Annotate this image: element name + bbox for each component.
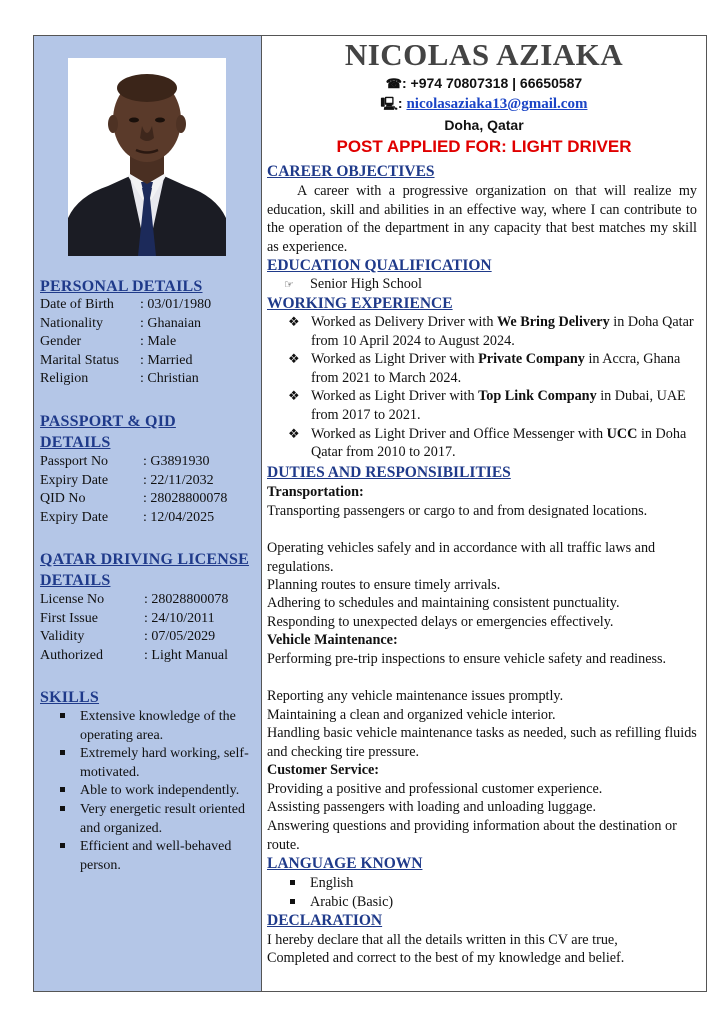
work-list (284, 313, 698, 462)
duty-line: Handling basic vehicle maintenance tasks as needed, such as refilling fluids and checking tire pressure. (267, 725, 697, 760)
declaration-heading: DECLARATION (267, 912, 383, 929)
pointing-hand-icon: ☞ (284, 279, 294, 291)
license-details-heading-2: DETAILS (40, 572, 111, 589)
passport-row: Expiry Date : 22/11/2032 (40, 473, 214, 488)
work-item: ❖ Worked as Light Driver and Office Messenger with UCC in Doha Qatar from 2010 to 2017. (288, 425, 687, 461)
duty-line: Answering questions and providing information about the destination or route. (267, 818, 677, 853)
personal-row: Date of Birth : 03/01/1980 (40, 297, 212, 312)
language-heading: LANGUAGE KNOWN (267, 855, 423, 872)
list-item: Extensive knowledge of the operating area. (54, 708, 254, 745)
phone-numbers: : +974 70807318 | 66650587 (401, 75, 583, 91)
duty-line: Reporting any vehicle maintenance issues promptly. (267, 688, 564, 704)
declaration-line: I hereby declare that all the details written in this CV are true, (267, 932, 618, 948)
duty-line: Responding to unexpected delays or emergencies effectively. (267, 614, 614, 630)
career-objectives-heading: CAREER OBJECTIVES (267, 163, 435, 180)
passport-details-heading: PASSPORT & QID (40, 413, 176, 430)
candidate-name: NICOLAS AZIAKA (344, 37, 624, 72)
passport-row: Expiry Date : 12/04/2025 (40, 510, 215, 525)
duty-line: Planning routes to ensure timely arrivals. (267, 577, 501, 593)
diamond-bullet-icon: ❖ (288, 425, 300, 441)
location: Doha, Qatar (444, 117, 524, 133)
email-line: 🖳: nicolasaziaka13@gmail.com (380, 95, 588, 112)
duty-line: Providing a positive and professional customer experience. (267, 781, 603, 797)
computer-icon: 🖳 (380, 96, 398, 111)
language-list (284, 874, 393, 911)
duty-line: Assisting passengers with loading and unloading luggage. (267, 799, 597, 815)
passport-row: Passport No : G3891930 (40, 454, 210, 469)
diamond-bullet-icon: ❖ (288, 314, 300, 329)
personal-row: Gender : Male (40, 334, 177, 349)
diamond-bullet-icon: ❖ (288, 351, 300, 367)
list-item: Arabic (Basic) (284, 893, 393, 912)
telephone-icon: ☎ (385, 76, 402, 91)
personal-row: Religion : Christian (40, 371, 199, 386)
work-item: ❖ Worked as Light Driver with Top Link Company in Dubai, UAE from 2017 to 2021. (288, 388, 686, 423)
transport-subheading: Transportation: (267, 484, 364, 500)
duty-line: Maintaining a clean and organized vehicle interior. (267, 707, 556, 723)
skills-heading: SKILLS (40, 689, 100, 706)
passport-row: QID No : 28028800078 (40, 491, 228, 506)
license-row: Authorized : Light Manual (40, 648, 228, 663)
passport-details-heading-2: DETAILS (40, 434, 111, 451)
email-link[interactable]: nicolasaziaka13@gmail.com (406, 96, 588, 112)
education-item: ☞ Senior High School (284, 275, 422, 295)
portrait-image (68, 58, 226, 256)
license-row: First Issue : 24/10/2011 (40, 611, 215, 626)
list-item: Efficient and well-behaved person. (54, 838, 254, 875)
main-content (262, 36, 706, 991)
maintenance-subheading: Vehicle Maintenance: (267, 632, 398, 648)
personal-details-heading: PERSONAL DETAILS (40, 278, 203, 295)
left-sidebar (34, 36, 262, 991)
declaration-line: Completed and correct to the best of my knowledge and belief. (267, 950, 625, 966)
work-experience-heading: WORKING EXPERIENCE (267, 295, 453, 312)
work-item: ❖ Worked as Delivery Driver with We Bring Delivery in Doha Qatar from 10 April 2024 to August 2024. (288, 314, 694, 349)
list-item: Extremely hard working, self-motivated. (54, 745, 254, 782)
post-applied: POST APPLIED FOR: LIGHT DRIVER (336, 137, 632, 156)
work-item: ❖ Worked as Light Driver with Private Company in Accra, Ghana from 2021 to March 2024. (288, 351, 681, 386)
customer-subheading: Customer Service: (267, 762, 380, 778)
personal-row: Nationality : Ghanaian (40, 316, 202, 331)
skills-list (54, 708, 254, 875)
duties-heading: DUTIES AND RESPONSIBILITIES (267, 464, 511, 481)
career-objectives-text: A career with a progressive organization on that will realize my education, skill and abilities in an effective way, where I can contribute to the operation of the department in any capacity that best matches my skill as experience. (267, 183, 697, 255)
phone-line (262, 74, 706, 93)
license-row: Validity : 07/05/2029 (40, 629, 216, 644)
list-item: Able to work independently. (54, 782, 254, 801)
personal-row: Marital Status : Married (40, 353, 193, 368)
duty-line: Performing pre-trip inspections to ensure vehicle safety and readiness. (267, 651, 667, 667)
profile-photo (68, 58, 226, 256)
license-row: License No : 28028800078 (40, 592, 229, 607)
education-heading: EDUCATION QUALIFICATION (267, 257, 492, 274)
list-item: English (284, 874, 393, 893)
diamond-bullet-icon: ❖ (288, 388, 300, 404)
duty-line: Operating vehicles safely and in accordance with all traffic laws and regulations. (267, 540, 656, 575)
license-details-heading: QATAR DRIVING LICENSE (40, 551, 249, 568)
duty-line: Adhering to schedules and maintaining consistent punctuality. (267, 595, 620, 611)
list-item: Very energetic result oriented and organized. (54, 801, 254, 838)
duty-line: Transporting passengers or cargo to and from designated locations. (267, 503, 648, 519)
cv-page (33, 35, 707, 992)
